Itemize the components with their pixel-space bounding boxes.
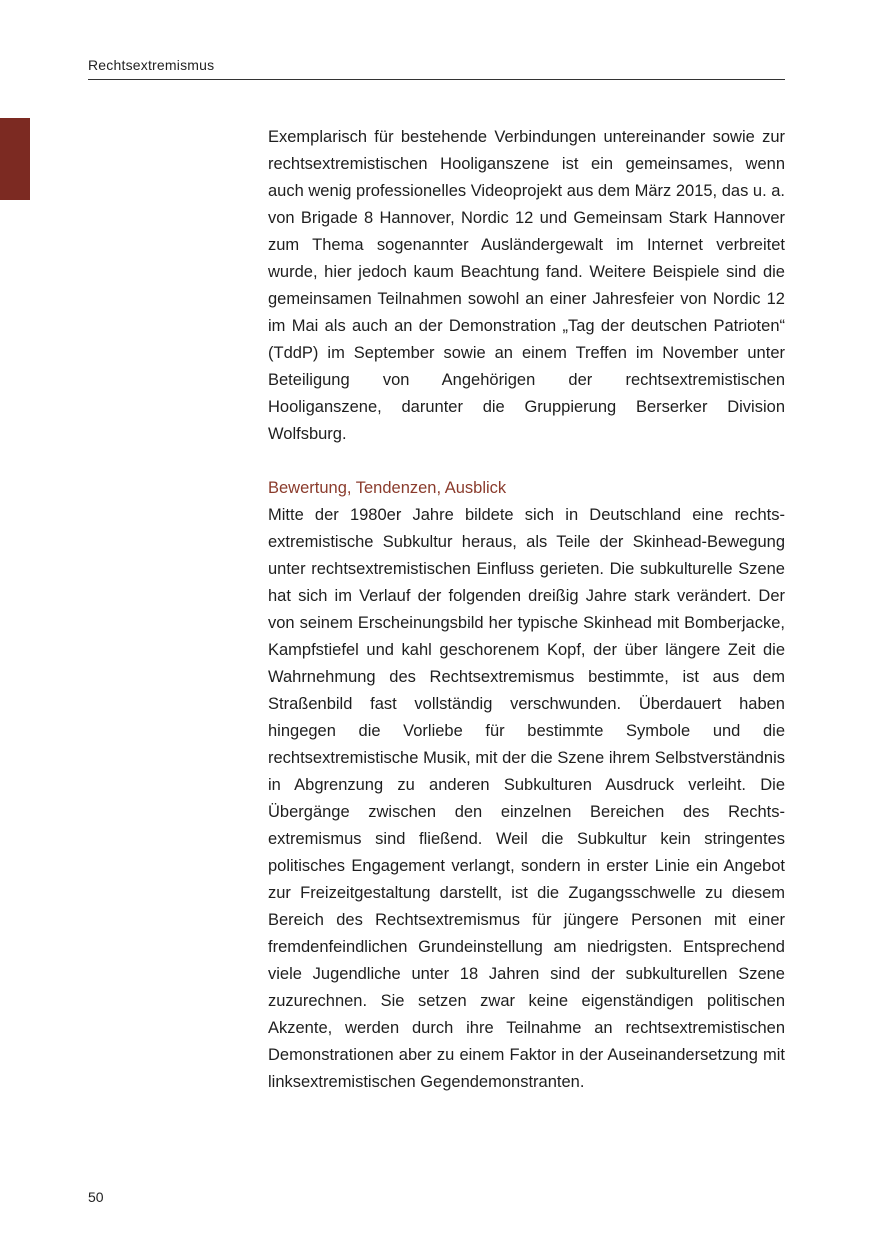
main-content <box>268 124 785 1096</box>
page-number: 50 <box>88 1189 104 1205</box>
body-paragraph-1: Exemplarisch für bestehende Verbindungen untereinander sowie zur rechtsextremistischen Hooliganszene ist ein gemeinsames, wenn auch wenig professionelles Videoprojekt aus dem März 2015, das u. a. von Brigade 8 Hannover, Nordic 12 und Gemeinsam Stark Hannover zum Thema sogenannter Ausländergewalt im Internet verbreitet wurde, hier jedoch kaum Beachtung fand. Weitere Beispiele sind die gemeinsamen Teilnahmen sowohl an einer Jahresfeier von Nordic 12 im Mai als auch an der Demonstration „Tag der deutschen Patrioten“ (TddP) im September sowie an einem Treffen im November unter Beteiligung von Angehörigen der rechtsextremistischen Hooliganszene, darunter die Gruppierung Berserker Division Wolfsburg. <box>268 128 786 443</box>
body-paragraph-2: Mitte der 1980er Jahre bildete sich in Deutschland eine rechtsextremistische Subkultur heraus, als Teile der Skinhead-Bewegung unter rechtsextremistischen Einfluss gerieten. Die subkulturelle Szene hat sich im Verlauf der folgenden dreißig Jahre stark verändert. Der von seinem Erscheinungsbild her typische Skinhead mit Bomberjacke, Kampfstiefel und kahl geschorenem Kopf, der über längere Zeit die Wahrnehmung des Rechtsextremismus bestimmte, ist aus dem Straßenbild fast vollständig verschwunden. Überdauert haben hingegen die Vorliebe für bestimmte Symbole und die rechtsextremistische Musik, mit der die Szene ihrem Selbstverständnis in Abgrenzung zu anderen Subkulturen Ausdruck verleiht. Die Übergänge zwischen den einzelnen Bereichen des Rechtsextremismus sind fließend. Weil die Subkultur kein stringentes politisches Engagement verlangt, sondern in erster Linie ein Angebot zur Freizeitgestaltung darstellt, ist die Zugangsschwelle zu diesem Bereich des Rechtsextremismus für jüngere Personen mit einer fremdenfeindlichen Grundeinstellung am niedrigsten. Entsprechend viele Jugendliche unter 18 Jahren sind der subkulturellen Szene zuzurechnen. Sie setzen zwar keine eigenständigen politischen Akzente, werden durch ihre Teilnahme an rechtsextremistischen Demonstrationen aber zu einem Faktor in der Auseinandersetzung mit linksextremistischen Gegendemonstranten. <box>268 506 785 1091</box>
section-heading: Bewertung, Tendenzen, Ausblick <box>268 479 507 497</box>
header-rule <box>88 79 785 80</box>
chapter-color-tab <box>0 118 30 200</box>
running-title: Rechtsextremismus <box>88 57 215 73</box>
